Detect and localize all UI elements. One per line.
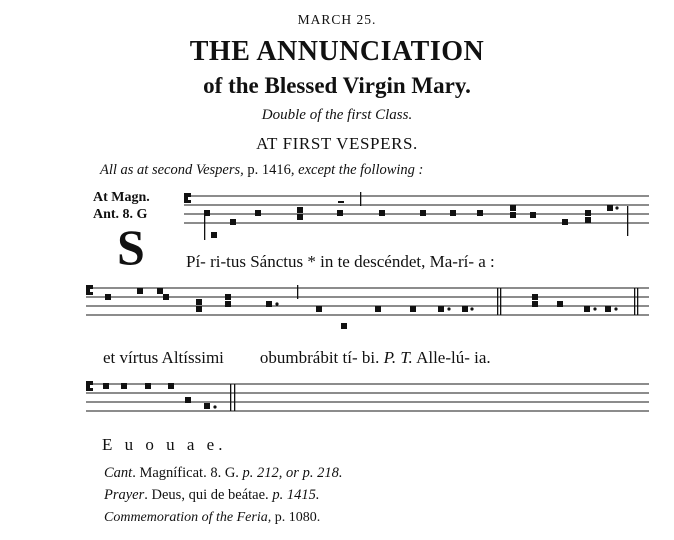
rubric-text: All as at second Vespers, <box>100 162 244 178</box>
neumes-staff-3 <box>103 383 235 411</box>
feast-subtitle: of the Blessed Virgin Mary. <box>203 73 471 98</box>
lyrics-line-2 <box>103 348 491 368</box>
lyrics-line-1: Pí- ri-tus Sánctus * in te descéndet, Ma-rí- a : <box>186 252 495 271</box>
canticle-ref-2: p. 218. <box>302 465 343 481</box>
neumes-staff-2 <box>105 285 638 329</box>
rubric-text-end: except the following : <box>298 162 424 178</box>
feast-title: THE ANNUNCIATION <box>189 36 485 67</box>
lyrics-segment: Alle-lú- ia. <box>416 348 491 367</box>
neumes-staff-1 <box>204 192 628 240</box>
canticle-ref: p. 212, <box>242 465 283 481</box>
prayer-text: . Deus, qui de beátae. <box>144 487 269 503</box>
lyrics-segment: et vírtus Altíssimi <box>103 348 224 367</box>
commemoration-text: Commemoration of the Feria, <box>104 510 272 525</box>
decorated-initial: S <box>117 219 145 275</box>
prayer-label: Prayer <box>104 487 145 503</box>
staff-1 <box>184 196 649 223</box>
commemoration-ref: p. 1080. <box>274 510 321 525</box>
lyrics-segment: obumbrábit tí- bi. <box>259 348 380 367</box>
antiphon-label-magnificat: At Magn. <box>93 190 150 205</box>
rubric-page-ref: p. 1416, <box>247 162 295 178</box>
feast-date: MARCH 25. <box>297 12 377 27</box>
antiphon-label-mode: Ant. 8. G <box>93 207 148 222</box>
prayer-note <box>104 487 319 504</box>
commemoration-note <box>104 510 320 526</box>
canticle-label: Cant <box>104 465 133 481</box>
office-hour-heading: AT FIRST VESPERS. <box>256 134 418 153</box>
canticle-or: or <box>286 465 299 481</box>
euouae-line: E u o u a e. <box>102 435 227 454</box>
feast-rank: Double of the first Class. <box>261 107 413 123</box>
canticle-note <box>104 465 342 482</box>
prayer-ref: p. 1415. <box>272 487 320 503</box>
paschal-time-marker: P. T. <box>383 348 413 367</box>
staff-2 <box>86 288 649 315</box>
canticle-text: . Magníficat. 8. G. <box>132 465 239 481</box>
